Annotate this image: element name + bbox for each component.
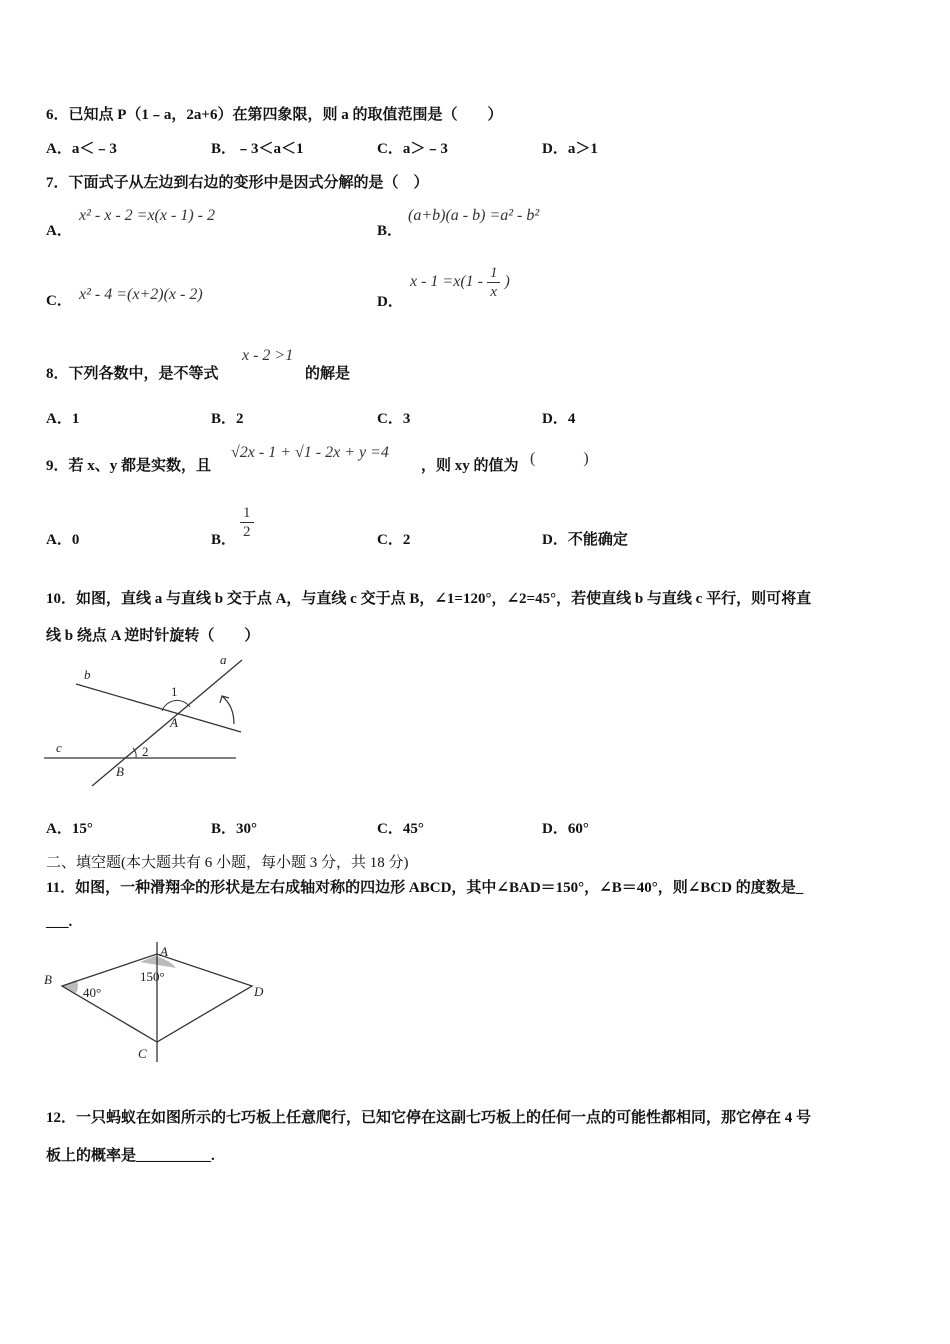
q12-stem-line1: 12．一只蚂蚁在如图所示的七巧板上任意爬行，已知它停在这副七巧板上的任何一点的可能性都相同，那它停在 4 号 — [46, 1110, 812, 1126]
label-A-q11: A — [160, 944, 168, 959]
q7-option-b-expr: (a+b)(a - b) =a² - b² — [408, 207, 540, 224]
q9-option-b-fraction — [240, 504, 254, 541]
section-2-title: 二、填空题(本大题共有 6 小题，每小题 3 分，共 18 分) — [46, 855, 409, 871]
q6-stem: 6．已知点 P（1﹣a，2a+6）在第四象限，则 a 的取值范围是（ ） — [46, 107, 503, 123]
q10-stem-line1: 10．如图，直线 a 与直线 b 交于点 A，与直线 c 交于点 B，∠1=120°，∠2=45°，若使直线 b 与直线 c 平行，则可将直 — [46, 591, 812, 607]
q6-option-b: B．﹣3＜a＜1 — [211, 141, 304, 157]
q9-b-num: 1 — [240, 504, 254, 523]
q10-figure — [44, 652, 246, 788]
q10-option-c: C．45° — [377, 821, 424, 837]
q9-option-c: C．2 — [377, 532, 411, 548]
q10-stem-line2: 线 b 绕点 A 逆时针旋转（ ） — [46, 628, 260, 644]
line-a — [92, 660, 242, 786]
q7-d-fraction — [487, 264, 501, 301]
q11-stem-line2: ___. — [46, 914, 73, 930]
label-B: B — [116, 764, 124, 779]
q8-stem-before: 8．下列各数中，是不等式 — [46, 366, 219, 382]
label-A: A — [170, 715, 178, 730]
q7-option-d-expr — [410, 264, 510, 301]
q6-option-c: C．a＞﹣3 — [377, 141, 448, 157]
q9-option-b-label: B． — [211, 532, 237, 548]
q6-option-d: D．a＞1 — [542, 141, 598, 157]
q6-option-a: A．a＜﹣3 — [46, 141, 117, 157]
rotation-arrow — [222, 696, 234, 724]
q7-d-right: ) — [504, 273, 510, 291]
line-b — [76, 684, 241, 732]
q10-option-b: B．30° — [211, 821, 258, 837]
q8-stem-after: 的解是 — [305, 366, 351, 382]
q9-b-den: 2 — [243, 524, 251, 540]
angle-1-arc — [162, 700, 190, 711]
q7-d-frac-den: x — [490, 284, 498, 300]
q7-option-d-label: D． — [377, 294, 403, 310]
q7-d-left: x - 1 =x(1 - — [410, 273, 483, 291]
q7-d-frac-num: 1 — [487, 264, 501, 283]
label-c: c — [56, 740, 62, 755]
q9-answer-paren: ( ) — [530, 450, 589, 467]
q8-option-d: D．4 — [542, 411, 576, 427]
q8-option-a: A．1 — [46, 411, 80, 427]
label-angle-150: 150° — [140, 969, 165, 984]
q12-stem-line2: 板上的概率是__________. — [46, 1148, 215, 1164]
q10-option-a: A．15° — [46, 821, 93, 837]
q7-option-a-label: A． — [46, 223, 72, 239]
label-a: a — [220, 652, 227, 667]
q11-stem-line1: 11．如图，一种滑翔伞的形状是左右成轴对称的四边形 ABCD，其中∠BAD＝150°，∠B＝40°，则∠BCD 的度数是_ — [46, 880, 804, 896]
label-C-q11: C — [138, 1046, 147, 1061]
label-B-q11: B — [44, 972, 52, 987]
q10-option-d: D．60° — [542, 821, 589, 837]
label-D-q11: D — [254, 984, 264, 999]
q9-option-a: A．0 — [46, 532, 80, 548]
q9-stem-before: 9．若 x、y 都是实数，且 — [46, 458, 212, 474]
q7-option-c-label: C． — [46, 293, 72, 309]
q9-equation: √2x - 1 + √1 - 2x + y =4 — [231, 444, 389, 461]
q7-option-a-expr: x² - x - 2 =x(x - 1) - 2 — [79, 207, 215, 224]
label-angle-1: 1 — [171, 684, 178, 699]
q7-option-b-label: B． — [377, 223, 403, 239]
q8-option-c: C．3 — [377, 411, 411, 427]
q8-inequality: x - 2 >1 — [242, 347, 294, 364]
q7-stem: 7．下面式子从左边到右边的变形中是因式分解的是（ ） — [46, 175, 429, 191]
q9-stem-after: ，则 xy 的值为 — [421, 458, 519, 474]
q11-figure — [40, 938, 275, 1068]
label-angle-2: 2 — [142, 744, 149, 759]
label-b: b — [84, 667, 91, 682]
q9-option-d: D．不能确定 — [542, 532, 628, 548]
label-angle-40: 40° — [83, 985, 102, 1000]
q8-option-b: B．2 — [211, 411, 244, 427]
q7-option-c-expr: x² - 4 =(x+2)(x - 2) — [79, 286, 203, 303]
